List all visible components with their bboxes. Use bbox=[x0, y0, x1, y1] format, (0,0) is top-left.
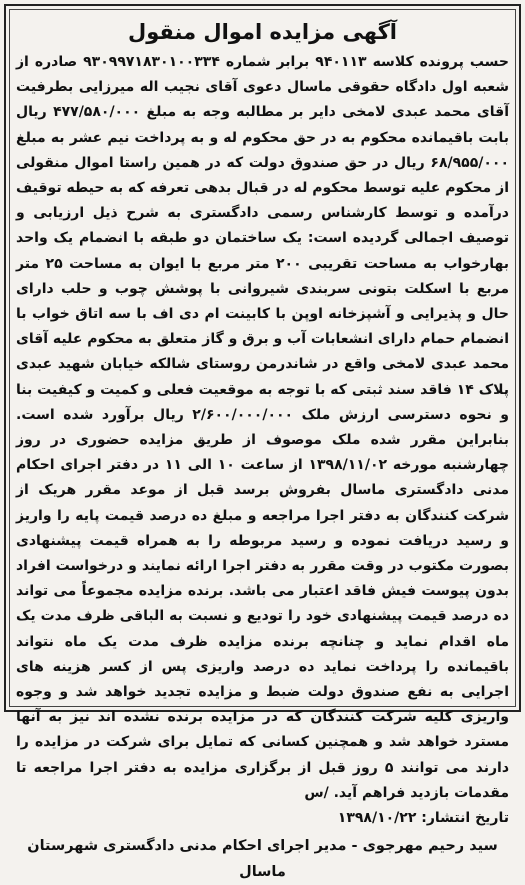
notice-title: آگهی مزایده اموال منقول bbox=[128, 20, 397, 44]
notice-body bbox=[16, 50, 509, 806]
publication-date: تاریخ انتشار: ۱۳۹۸/۱۰/۲۲ bbox=[337, 810, 509, 827]
notice-body-text: حسب پرونده کلاسه ۹۴۰۱۱۳ برابر شماره ۹۳۰۹۹۷۱۸۳۰۱۰۰۳۳۴ صادره از شعبه اول دادگاه حقوقی ماسال دعوی آقای نجیب اله میرزایی بطرفیت آقای محمد عبدی لامخی دایر بر مطالبه وجه به مبلغ ۴۷۷/۵۸۰/۰۰۰ ریال بابت باقیمانده محکوم به در حق محکوم له و به پرداخت نیم عشر به مبلغ ۶۸/۹۵۵/۰۰۰ ریال در حق صندوق دولت که در همین راستا اموال منقولی از محکوم علیه توسط محکوم له در قبال بدهی تعرفه که به حیطه توقیف درآمده و توسط کارشناس رسمی دادگستری به شرح ذیل ارزیابی و توصیف اجمالی گردیده است: یک ساختمان دو طبقه با انضمام یک واحد بهارخواب به مساحت تقریبی ۲۰۰ متر مربع با ایوان به مساحت ۲۵ متر مربع با اسکلت بتونی سربندی شیروانی با پوشش چوب و حلب دارای حال و پذیرایی و آشپزخانه اوپن با کابینت ام دی اف با سه اتاق خواب با انضمام حمام دارای انشعابات آب و برق و گاز متعلق به محکوم علیه آقای محمد عبدی لامخی واقع در شاندرمن روستای شالکه خیابان شهید عبدی پلاک ۱۴ فاقد سند ثبتی که با توجه به موقعیت فعلی و کمیت و کیفیت بنا و نحوه دسترسی ارزش ملک ۲/۶۰۰/۰۰۰/۰۰۰ ریال برآورد شده است. بنابراین مقرر شده ملک موصوف از طریق مزایده حضوری در روز چهارشنبه مورخه ۱۳۹۸/۱۱/۰۲ از ساعت ۱۰ الی ۱۱ در دفتر اجرای احکام مدنی دادگستری ماسال بفروش برسد قبل از موعد مقرر هریک از شرکت کنندگان به دفتر اجرا مراجعه و مبلغ ده درصد قیمت پایه را واریز و رسید دریافت نموده و رسید مربوطه را به همراه قیمت پیشنهادی بصورت مکتوب در وقت مقرر به دفتر اجرا ارائه نمایند و درخواست افراد بدون پیوست فیش فاقد اعتبار می باشد. برنده مزایده مجموعاً می تواند ده درصد قیمت پیشنهادی خود را تودیع و نسبت به الباقی ظرف مدت یک ماه اقدام نماید و چنانچه برنده مزایده ظرف مدت یک ماه نتواند باقیمانده را پرداخت نماید ده درصد واریزی پس از کسر هزینه های اجرایی به نفع صندوق دولت ضبط و مزایده تجدید خواهد شد و وجوه واریزی کلیه شرکت کنندگان که در مزایده برنده نشده اند نیز به آنها مسترد خواهد شد و همچنین کسانی که تمایل برای شرکت در مزایده را دارند می توانند ۵ روز قبل از برگزاری مزایده به دفتر اجرا مراجعه تا مقدمات بازدید فراهم آید. /س bbox=[16, 54, 510, 801]
notice-content bbox=[16, 20, 510, 881]
signature-line: سید رحیم مهرجوی - مدیر اجرای احکام مدنی دادگستری شهرستان ماسال bbox=[27, 838, 498, 881]
